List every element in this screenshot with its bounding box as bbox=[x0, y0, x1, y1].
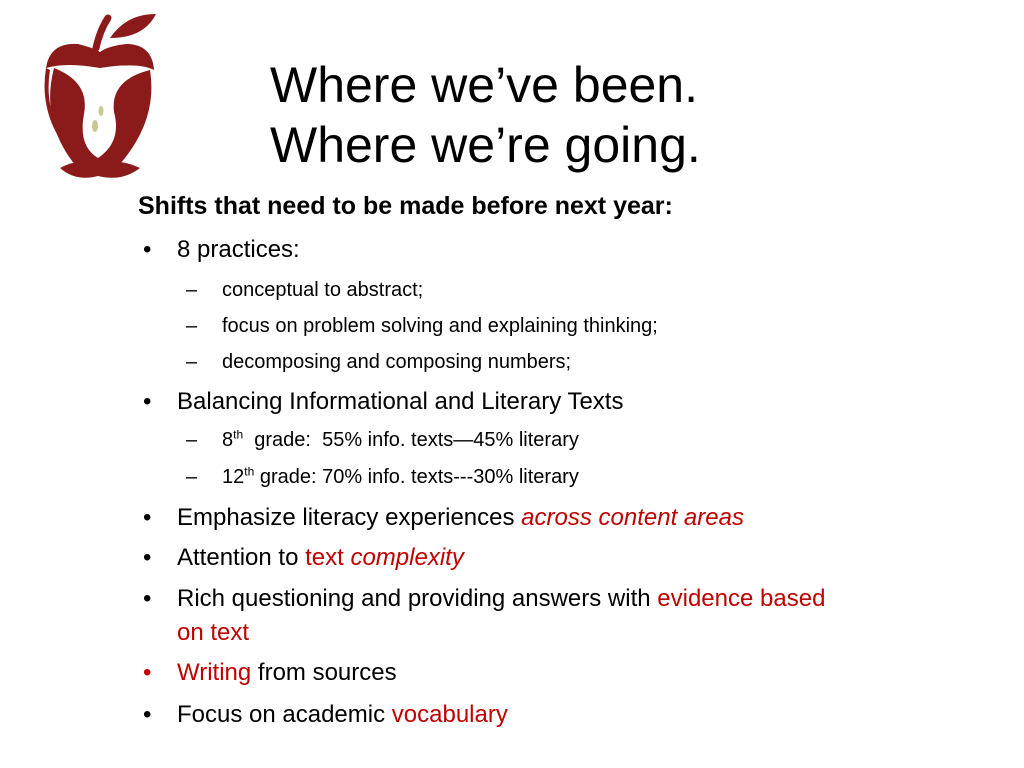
sub-bullet-problem-solving: focus on problem solving and explaining thinking; bbox=[222, 315, 658, 337]
slide-title bbox=[270, 55, 890, 175]
slide-subtitle: Shifts that need to be made before next year: bbox=[138, 192, 673, 220]
bullet-writing: Writing from sources bbox=[177, 659, 397, 686]
bullet-marker: • bbox=[143, 659, 152, 686]
sub-bullet-8th-grade: 8th grade: 55% info. texts—45% literary bbox=[222, 427, 579, 451]
bullet-marker: • bbox=[143, 701, 152, 728]
bullet-marker: • bbox=[143, 585, 152, 612]
sub-bullet-marker: – bbox=[186, 429, 198, 451]
bullet-attention: Attention to text complexity bbox=[177, 544, 464, 571]
bullet-marker: • bbox=[143, 388, 152, 415]
sub-bullet-marker: – bbox=[186, 466, 198, 488]
sub-bullet-marker: – bbox=[186, 351, 198, 373]
sub-bullet-decomposing: decomposing and composing numbers; bbox=[222, 351, 572, 373]
sub-bullet-marker: – bbox=[186, 279, 198, 301]
bullet-practices: 8 practices: bbox=[177, 236, 300, 263]
sub-bullet-conceptual: conceptual to abstract; bbox=[222, 279, 424, 301]
title-line-1: Where we’ve been. bbox=[270, 57, 699, 113]
bullet-emphasize: Emphasize literacy experiences across content areas bbox=[177, 504, 744, 531]
sub-bullet-marker: – bbox=[186, 315, 198, 337]
bullet-marker: • bbox=[143, 236, 152, 263]
title-line-2: Where we’re going. bbox=[270, 117, 701, 173]
bullet-focus: Focus on academic vocabulary bbox=[177, 701, 508, 728]
bullet-rich-questioning-continued: on text bbox=[177, 619, 250, 646]
bullet-balancing: Balancing Informational and Literary Texts bbox=[177, 388, 624, 415]
apple-core-icon bbox=[38, 8, 160, 180]
sub-bullet-12th-grade: 12th grade: 70% info. texts---30% literary bbox=[222, 464, 579, 488]
bullet-rich-questioning: Rich questioning and providing answers with evidence based bbox=[177, 585, 826, 612]
bullet-marker: • bbox=[143, 544, 152, 571]
bullet-marker: • bbox=[143, 504, 152, 531]
